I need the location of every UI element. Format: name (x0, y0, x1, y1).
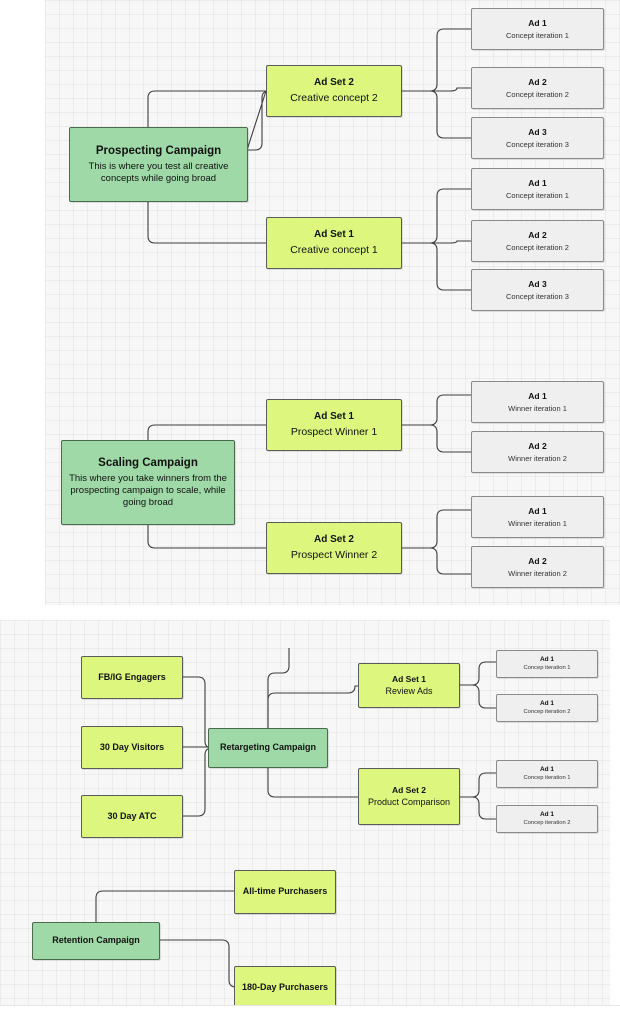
node-subtitle: Concep iteration 1 (523, 774, 571, 781)
node-title: All-time Purchasers (242, 886, 328, 897)
node-subtitle: Winner iteration 1 (508, 518, 567, 528)
node-subtitle: Concept iteration 3 (506, 139, 569, 149)
prospecting-adset-2-node[interactable] (266, 65, 402, 117)
prospecting-adset-1-node[interactable] (266, 217, 402, 269)
scaling-adset1-ad-1[interactable] (471, 381, 604, 423)
retargeting-adset1-ad-2[interactable] (496, 694, 598, 722)
node-subtitle: Prospect Winner 1 (290, 425, 378, 438)
prospecting-adset2-ad-2[interactable] (471, 67, 604, 109)
scaling-adset-2-node[interactable] (266, 522, 402, 574)
node-title: Ad 3 (528, 127, 547, 137)
audience-fb-ig-engagers[interactable] (81, 656, 183, 699)
node-subtitle: Product Comparison (367, 796, 451, 807)
prospecting-adset2-ad-1[interactable] (471, 8, 604, 50)
node-title: 180-Day Purchasers (241, 982, 329, 993)
retargeting-adset-2-node[interactable] (358, 768, 460, 825)
node-subtitle: Creative concept 1 (290, 243, 378, 256)
node-title: Ad 2 (528, 230, 547, 240)
node-title: Retention Campaign (52, 935, 140, 946)
node-title: Scaling Campaign (98, 457, 198, 469)
node-title: FB/IG Engagers (98, 671, 166, 682)
node-title: 30 Day ATC (107, 810, 157, 821)
prospecting-adset1-ad-1[interactable] (471, 168, 604, 210)
node-title: Ad Set 2 (313, 77, 354, 89)
scaling-adset2-ad-1[interactable] (471, 496, 604, 538)
retention-campaign-node[interactable] (32, 922, 160, 960)
node-subtitle: Concept iteration 2 (506, 89, 569, 99)
node-subtitle: Concept iteration 1 (506, 30, 569, 40)
node-title: 30 Day Visitors (99, 741, 165, 752)
node-title: Ad 1 (528, 391, 547, 401)
node-title: Ad 1 (539, 655, 555, 663)
audience-180-day-purchasers[interactable] (234, 966, 336, 1010)
prospecting-adset2-ad-3[interactable] (471, 117, 604, 159)
audience-30-day-atc[interactable] (81, 795, 183, 838)
node-title: Ad 1 (528, 18, 547, 28)
node-title: Ad Set 2 (391, 785, 426, 796)
node-subtitle: Review Ads (385, 685, 433, 696)
node-subtitle: This where you take winners from the prospecting campaign to scale, while going broad (69, 473, 227, 509)
retargeting-adset2-ad-2[interactable] (496, 805, 598, 833)
node-subtitle: Winner iteration 2 (508, 568, 567, 578)
node-title: Ad 2 (528, 556, 547, 566)
scaling-adset-1-node[interactable] (266, 399, 402, 451)
node-subtitle: This is where you test all creative concepts while going broad (88, 161, 229, 185)
node-title: Ad 1 (539, 810, 555, 818)
node-subtitle: Concep iteration 1 (523, 664, 571, 671)
node-title: Ad 1 (539, 699, 555, 707)
prospecting-adset1-ad-3[interactable] (471, 269, 604, 311)
prospecting-adset1-ad-2[interactable] (471, 220, 604, 262)
node-subtitle: Winner iteration 2 (508, 453, 567, 463)
node-title: Ad 1 (539, 765, 555, 773)
node-title: Ad 1 (528, 178, 547, 188)
node-subtitle: Creative concept 2 (290, 91, 378, 104)
retargeting-campaign-node[interactable] (208, 728, 328, 768)
retargeting-adset2-ad-1[interactable] (496, 760, 598, 788)
node-title: Ad Set 1 (313, 411, 354, 423)
node-title: Ad Set 2 (313, 534, 354, 546)
node-title: Prospecting Campaign (95, 144, 222, 157)
audience-all-time-purchasers[interactable] (234, 870, 336, 914)
scaling-campaign-node[interactable] (61, 440, 235, 525)
node-title: Ad 2 (528, 77, 547, 87)
node-title: Ad Set 1 (391, 674, 426, 685)
node-title: Ad Set 1 (313, 229, 354, 241)
node-subtitle: Prospect Winner 2 (290, 548, 378, 561)
node-subtitle: Concept iteration 3 (506, 291, 569, 301)
prospecting-campaign-node[interactable] (69, 127, 248, 202)
retargeting-adset-1-node[interactable] (358, 663, 460, 708)
node-subtitle: Winner iteration 1 (508, 403, 567, 413)
node-title: Ad 2 (528, 441, 547, 451)
retargeting-adset1-ad-1[interactable] (496, 650, 598, 678)
node-title: Ad 3 (528, 279, 547, 289)
node-subtitle: Concept iteration 2 (506, 242, 569, 252)
scaling-adset1-ad-2[interactable] (471, 431, 604, 473)
audience-30-day-visitors[interactable] (81, 726, 183, 769)
node-subtitle: Concept iteration 1 (506, 190, 569, 200)
node-subtitle: Concep iteration 2 (523, 708, 571, 715)
bottom-strip (0, 1005, 620, 1025)
node-title: Ad 1 (528, 506, 547, 516)
scaling-adset2-ad-2[interactable] (471, 546, 604, 588)
node-subtitle: Concep iteration 2 (523, 819, 571, 826)
node-title: Retargeting Campaign (219, 742, 316, 753)
